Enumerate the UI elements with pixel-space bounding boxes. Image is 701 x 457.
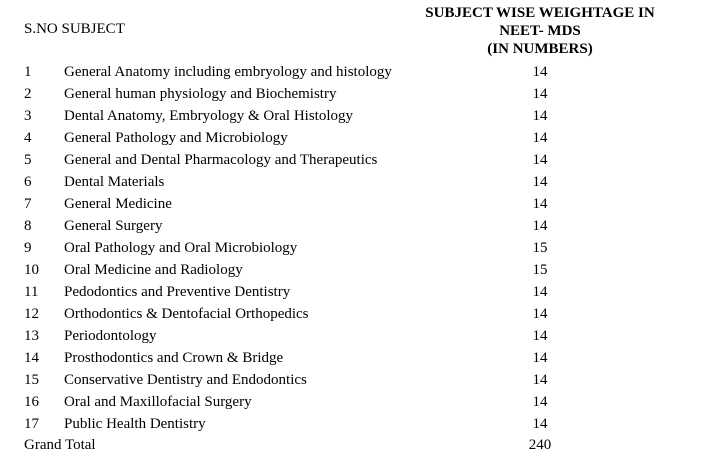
table-row: [0, 171, 701, 193]
row-subject: Orthodontics & Dentofacial Orthopedics: [64, 306, 309, 322]
table-row: [0, 281, 701, 303]
row-weightage: 14: [532, 86, 548, 102]
row-subject: General Anatomy including embryology and histology: [64, 64, 392, 80]
table-row: [0, 83, 701, 105]
row-weightage: 14: [532, 306, 548, 322]
row-subject: General Pathology and Microbiology: [64, 130, 288, 146]
row-subject: Pedodontics and Preventive Dentistry: [64, 284, 291, 300]
weightage-header-line-1: SUBJECT WISE WEIGHTAGE IN: [425, 5, 655, 21]
row-weightage: 14: [532, 394, 548, 410]
table-row: [0, 127, 701, 149]
table-row: [0, 413, 701, 435]
table-row: [0, 347, 701, 369]
row-weightage: 14: [532, 130, 548, 146]
row-subject: Prosthodontics and Crown & Bridge: [64, 350, 284, 366]
row-sno: 7: [24, 196, 32, 212]
row-sno: 16: [24, 394, 39, 410]
row-sno: 6: [24, 174, 32, 190]
row-sno: 3: [24, 108, 32, 124]
row-subject: Oral and Maxillofacial Surgery: [64, 394, 252, 410]
row-sno: 10: [24, 262, 39, 278]
row-sno: 11: [24, 284, 39, 300]
table-row: [0, 303, 701, 325]
row-weightage: 14: [532, 372, 548, 388]
row-subject: General human physiology and Biochemistry: [64, 86, 337, 102]
column-header-sno-subject: S.NO SUBJECT: [24, 21, 125, 37]
table-row: [0, 105, 701, 127]
row-subject: Conservative Dentistry and Endodontics: [64, 372, 307, 388]
row-weightage: 14: [532, 174, 548, 190]
row-subject: General Surgery: [64, 218, 163, 234]
row-sno: 17: [24, 416, 39, 432]
row-weightage: 14: [532, 416, 548, 432]
subject-table-body: [0, 61, 701, 435]
row-subject: Oral Pathology and Oral Microbiology: [64, 240, 298, 256]
table-row: [0, 61, 701, 83]
row-subject: General and Dental Pharmacology and Therapeutics: [64, 152, 378, 168]
row-subject: Dental Anatomy, Embryology & Oral Histology: [64, 108, 353, 124]
weightage-header-line-3: (IN NUMBERS): [487, 41, 593, 57]
table-row: [0, 215, 701, 237]
table-row: [0, 369, 701, 391]
row-sno: 14: [24, 350, 39, 366]
table-row: [0, 259, 701, 281]
row-subject: Oral Medicine and Radiology: [64, 262, 243, 278]
row-weightage: 15: [532, 240, 548, 256]
row-sno: 5: [24, 152, 32, 168]
table-row: [0, 193, 701, 215]
row-sno: 12: [24, 306, 39, 322]
row-weightage: 14: [532, 64, 548, 80]
row-subject: Periodontology: [64, 328, 157, 344]
row-weightage: 14: [532, 350, 548, 366]
table-row: [0, 325, 701, 347]
row-sno: 1: [24, 64, 32, 80]
table-row: [0, 237, 701, 259]
row-subject: Public Health Dentistry: [64, 416, 206, 432]
row-weightage: 15: [532, 262, 548, 278]
row-weightage: 14: [532, 284, 548, 300]
grand-total-value: 240: [528, 437, 552, 453]
row-sno: 8: [24, 218, 32, 234]
row-sno: 13: [24, 328, 39, 344]
row-weightage: 14: [532, 328, 548, 344]
row-weightage: 14: [532, 152, 548, 168]
grand-total-label: Grand Total: [24, 437, 96, 453]
grand-total-row: [0, 434, 701, 456]
row-weightage: 14: [532, 108, 548, 124]
row-sno: 9: [24, 240, 32, 256]
weightage-header-line-2: NEET- MDS: [499, 23, 581, 39]
row-sno: 15: [24, 372, 39, 388]
row-subject: Dental Materials: [64, 174, 165, 190]
row-sno: 2: [24, 86, 32, 102]
table-row: [0, 149, 701, 171]
row-weightage: 14: [532, 218, 548, 234]
table-row: [0, 391, 701, 413]
row-sno: 4: [24, 130, 32, 146]
row-weightage: 14: [532, 196, 548, 212]
column-header-weightage: [400, 4, 680, 58]
row-subject: General Medicine: [64, 196, 172, 212]
